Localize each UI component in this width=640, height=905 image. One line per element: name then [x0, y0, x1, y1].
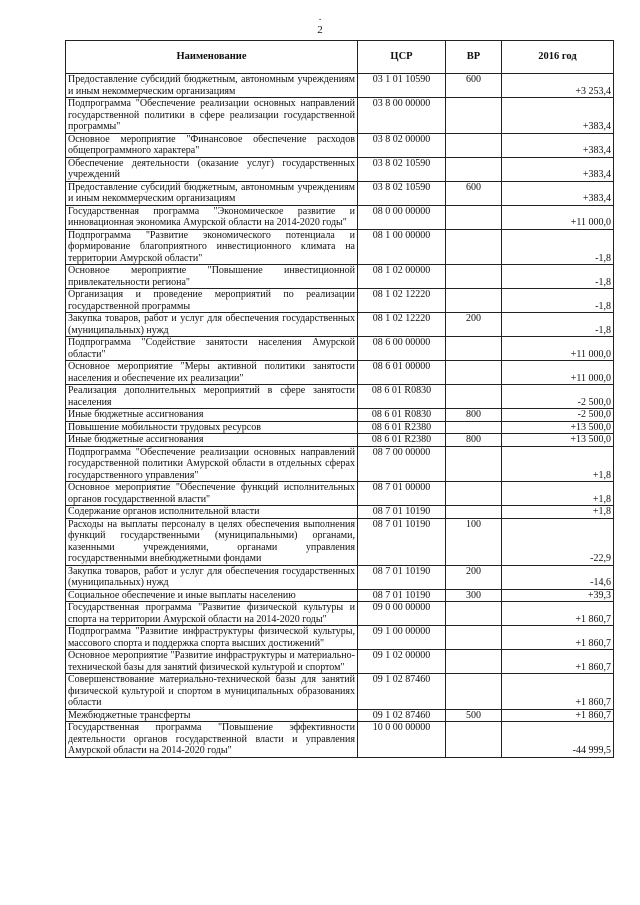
- row-name: Подпрограмма "Обеспечение реализации основных направлений государственной политики Амурской области в отдельных сферах государственного управления": [66, 446, 358, 482]
- table-row: [66, 133, 614, 157]
- row-vr: [446, 265, 502, 289]
- row-name: Основное мероприятие "Развитие инфраструктуры и материально-технической базы для занятий физической культурой и спортом": [66, 650, 358, 674]
- row-vr: 800: [446, 434, 502, 447]
- row-vr: 300: [446, 589, 502, 602]
- row-value: -1,8: [502, 289, 614, 313]
- row-value: -44 999,5: [502, 722, 614, 758]
- page-number-text: 2: [317, 24, 323, 36]
- table-row: [66, 421, 614, 434]
- table-row: [66, 674, 614, 710]
- row-vr: [446, 674, 502, 710]
- row-vr: [446, 337, 502, 361]
- row-vr: 600: [446, 74, 502, 98]
- table-row: [66, 482, 614, 506]
- row-value: +39,3: [502, 589, 614, 602]
- row-vr: [446, 229, 502, 265]
- row-name: Расходы на выплаты персоналу в целях обеспечения выполнения функций государственными (муниципальными) органами, казенными учреждениями, органами управления государственными внебюджетными фондами: [66, 518, 358, 565]
- row-csr: 09 1 00 00000: [358, 626, 446, 650]
- row-value: -1,8: [502, 265, 614, 289]
- table-row: [66, 265, 614, 289]
- row-csr: 08 7 01 00000: [358, 482, 446, 506]
- table-row: [66, 722, 614, 758]
- row-vr: [446, 157, 502, 181]
- table-row: [66, 565, 614, 589]
- row-csr: 08 6 00 00000: [358, 337, 446, 361]
- row-value: +1 860,7: [502, 650, 614, 674]
- row-vr: 200: [446, 565, 502, 589]
- row-name: Организация и проведение мероприятий по реализации государственной программы: [66, 289, 358, 313]
- row-vr: 200: [446, 313, 502, 337]
- table-row: [66, 74, 614, 98]
- row-name: Основное мероприятие "Финансовое обеспечение расходов общепрограммного характера": [66, 133, 358, 157]
- table-row: [66, 518, 614, 565]
- row-value: -1,8: [502, 313, 614, 337]
- table-header-row: [66, 41, 614, 74]
- table-row: [66, 409, 614, 422]
- header-year: 2016 год: [502, 41, 614, 74]
- row-value: +1,8: [502, 506, 614, 519]
- row-name: Иные бюджетные ассигнования: [66, 409, 358, 422]
- row-csr: 03 8 02 00000: [358, 133, 446, 157]
- header-csr: ЦСР: [358, 41, 446, 74]
- row-value: +1,8: [502, 482, 614, 506]
- table-row: [66, 98, 614, 134]
- table-row: [66, 446, 614, 482]
- row-name: Подпрограмма "Развитие экономического потенциала и формирование благоприятного инвестиционного климата на территории Амурской области": [66, 229, 358, 265]
- row-name: Государственная программа "Развитие физической культуры и спорта на территории Амурской области на 2014-2020 годы": [66, 602, 358, 626]
- row-value: +383,4: [502, 133, 614, 157]
- row-value: +1 860,7: [502, 626, 614, 650]
- row-name: Предоставление субсидий бюджетным, автономным учреждениям и иным некоммерческим организациям: [66, 74, 358, 98]
- table-row: [66, 181, 614, 205]
- row-name: Содержание органов исполнительной власти: [66, 506, 358, 519]
- row-vr: [446, 133, 502, 157]
- row-csr: 08 7 01 10190: [358, 565, 446, 589]
- row-value: -2 500,0: [502, 385, 614, 409]
- row-vr: 600: [446, 181, 502, 205]
- row-csr: 08 6 01 R2380: [358, 421, 446, 434]
- row-name: Социальное обеспечение и иные выплаты населению: [66, 589, 358, 602]
- row-value: +1,8: [502, 446, 614, 482]
- row-csr: 09 1 02 87460: [358, 709, 446, 722]
- row-value: +13 500,0: [502, 421, 614, 434]
- row-vr: [446, 650, 502, 674]
- row-name: Основное мероприятие "Повышение инвестиционной привлекательности региона": [66, 265, 358, 289]
- row-vr: [446, 506, 502, 519]
- table-row: [66, 709, 614, 722]
- row-value: +383,4: [502, 98, 614, 134]
- row-vr: [446, 421, 502, 434]
- row-name: Основное мероприятие "Меры активной политики занятости населения и обеспечение их реализации": [66, 361, 358, 385]
- table-row: [66, 650, 614, 674]
- table-row: [66, 589, 614, 602]
- row-csr: 08 0 00 00000: [358, 205, 446, 229]
- row-csr: 08 1 02 00000: [358, 265, 446, 289]
- table-row: [66, 313, 614, 337]
- row-csr: 08 1 00 00000: [358, 229, 446, 265]
- row-value: -2 500,0: [502, 409, 614, 422]
- table-row: [66, 229, 614, 265]
- row-vr: [446, 722, 502, 758]
- row-vr: [446, 385, 502, 409]
- row-name: Подпрограмма "Содействие занятости населения Амурской области": [66, 337, 358, 361]
- row-csr: 08 1 02 12220: [358, 313, 446, 337]
- row-csr: 10 0 00 00000: [358, 722, 446, 758]
- row-name: Совершенствование материально-технической базы для занятий физической культурой и спортом в муниципальных образованиях области: [66, 674, 358, 710]
- row-name: Предоставление субсидий бюджетным, автономным учреждениям и иным некоммерческим организациям: [66, 181, 358, 205]
- table-row: [66, 361, 614, 385]
- row-vr: [446, 602, 502, 626]
- table-row: [66, 337, 614, 361]
- row-vr: [446, 98, 502, 134]
- row-vr: [446, 205, 502, 229]
- row-vr: [446, 361, 502, 385]
- row-vr: 500: [446, 709, 502, 722]
- row-csr: 08 7 01 10190: [358, 518, 446, 565]
- row-vr: [446, 482, 502, 506]
- budget-table: [65, 40, 614, 758]
- row-name: Обеспечение деятельности (оказание услуг) государственных учреждений: [66, 157, 358, 181]
- table-row: [66, 434, 614, 447]
- page-mark: ·: [318, 15, 322, 26]
- row-value: +11 000,0: [502, 205, 614, 229]
- row-value: +383,4: [502, 181, 614, 205]
- row-name: Повышение мобильности трудовых ресурсов: [66, 421, 358, 434]
- row-name: Подпрограмма "Развитие инфраструктуры физической культуры, массового спорта и поддержка спорта высших достижений": [66, 626, 358, 650]
- row-value: +1 860,7: [502, 602, 614, 626]
- row-csr: 08 7 01 10190: [358, 506, 446, 519]
- row-value: +11 000,0: [502, 361, 614, 385]
- row-name: Государственная программа "Повышение эффективности деятельности органов государственной власти и управления Амурской области на 2014-2020 годы": [66, 722, 358, 758]
- table-row: [66, 205, 614, 229]
- table-row: [66, 157, 614, 181]
- row-csr: 03 1 01 10590: [358, 74, 446, 98]
- row-value: -14,6: [502, 565, 614, 589]
- row-csr: 08 6 01 R0830: [358, 409, 446, 422]
- row-value: +11 000,0: [502, 337, 614, 361]
- row-name: Подпрограмма "Обеспечение реализации основных направлений государственной политики в сфере реализации государственной программы": [66, 98, 358, 134]
- row-value: +3 253,4: [502, 74, 614, 98]
- row-vr: [446, 289, 502, 313]
- row-csr: 08 6 01 R0830: [358, 385, 446, 409]
- header-vr: ВР: [446, 41, 502, 74]
- row-csr: 03 8 02 10590: [358, 157, 446, 181]
- row-vr: 100: [446, 518, 502, 565]
- row-name: Иные бюджетные ассигнования: [66, 434, 358, 447]
- row-value: +1 860,7: [502, 709, 614, 722]
- table-row: [66, 289, 614, 313]
- row-value: -22,9: [502, 518, 614, 565]
- row-vr: [446, 446, 502, 482]
- row-csr: 03 8 00 00000: [358, 98, 446, 134]
- table-body: [66, 74, 614, 758]
- row-value: +13 500,0: [502, 434, 614, 447]
- table-row: [66, 506, 614, 519]
- row-name: Закупка товаров, работ и услуг для обеспечения государственных (муниципальных) нужд: [66, 313, 358, 337]
- row-csr: 09 1 02 87460: [358, 674, 446, 710]
- row-name: Реализация дополнительных мероприятий в сфере занятости населения: [66, 385, 358, 409]
- row-csr: 08 6 01 R2380: [358, 434, 446, 447]
- row-value: -1,8: [502, 229, 614, 265]
- page-number: [0, 15, 640, 36]
- table-row: [66, 626, 614, 650]
- table-row: [66, 385, 614, 409]
- row-name: Основное мероприятие "Обеспечение функций исполнительных органов государственной власти": [66, 482, 358, 506]
- row-name: Межбюджетные трансферты: [66, 709, 358, 722]
- row-value: +1 860,7: [502, 674, 614, 710]
- row-value: +383,4: [502, 157, 614, 181]
- row-vr: 800: [446, 409, 502, 422]
- row-csr: 08 7 01 10190: [358, 589, 446, 602]
- row-name: Государственная программа "Экономическое развитие и инновационная экономика Амурской области на 2014-2020 годы": [66, 205, 358, 229]
- row-csr: 09 0 00 00000: [358, 602, 446, 626]
- row-csr: 08 7 00 00000: [358, 446, 446, 482]
- row-name: Закупка товаров, работ и услуг для обеспечения государственных (муниципальных) нужд: [66, 565, 358, 589]
- table-row: [66, 602, 614, 626]
- row-csr: 08 1 02 12220: [358, 289, 446, 313]
- header-name: Наименование: [66, 41, 358, 74]
- row-csr: 08 6 01 00000: [358, 361, 446, 385]
- row-csr: 09 1 02 00000: [358, 650, 446, 674]
- row-csr: 03 8 02 10590: [358, 181, 446, 205]
- row-vr: [446, 626, 502, 650]
